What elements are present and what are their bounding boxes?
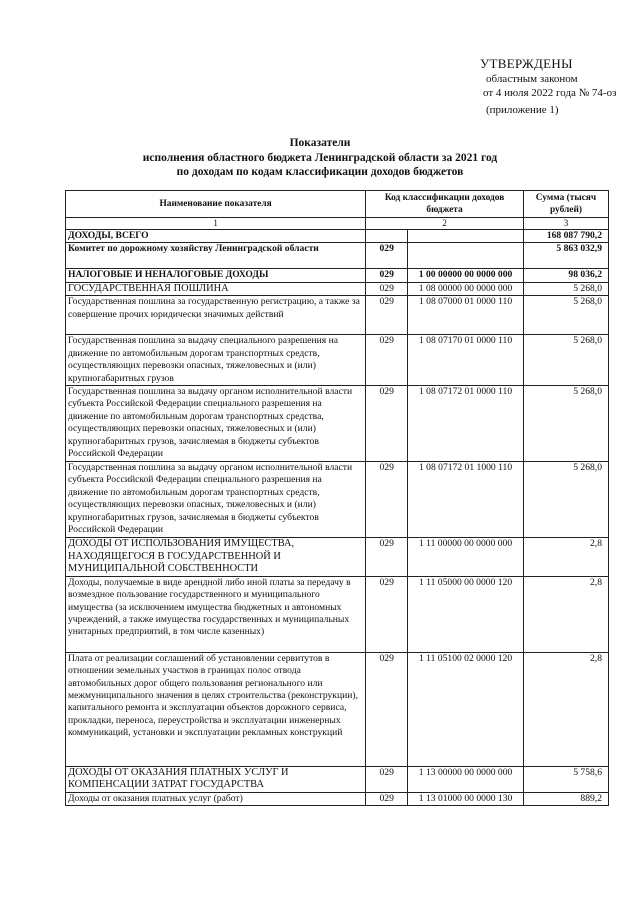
table-row	[66, 576, 609, 652]
row-admin-code: 029	[366, 462, 408, 538]
approval-law-type: областным законом	[486, 73, 578, 85]
index-col-2: 2	[366, 218, 524, 230]
table-row	[66, 296, 609, 335]
table-row	[66, 335, 609, 386]
row-admin-code: 029	[366, 576, 408, 652]
row-name: ДОХОДЫ ОТ ИСПОЛЬЗОВАНИЯ ИМУЩЕСТВА, НАХОДЯЩЕГОСЯ В ГОСУДАРСТВЕННОЙ И МУНИЦИПАЛЬНОЙ СОБСТВЕННОСТИ	[66, 538, 366, 577]
revenue-table	[65, 190, 609, 806]
row-sum: 5 863 032,9	[523, 243, 608, 269]
row-sum: 5 268,0	[523, 335, 608, 386]
table-row	[66, 230, 609, 243]
table-row	[66, 386, 609, 462]
heading-subtitle-2: по доходам по кодам классификации доходов бюджетов	[176, 166, 464, 178]
row-class-code: 1 08 07172 01 0000 110	[408, 386, 524, 462]
row-sum: 168 087 790,2	[523, 230, 608, 243]
row-admin-code: 029	[366, 243, 408, 269]
header-sum: Сумма (тысяч рублей)	[523, 191, 608, 218]
row-sum: 5 268,0	[523, 296, 608, 335]
row-admin-code: 029	[366, 269, 408, 282]
row-sum: 5 268,0	[523, 386, 608, 462]
index-col-1: 1	[66, 218, 366, 230]
row-name: ДОХОДЫ ОТ ОКАЗАНИЯ ПЛАТНЫХ УСЛУГ И КОМПЕНСАЦИИ ЗАТРАТ ГОСУДАРСТВА	[66, 766, 366, 792]
row-name: Государственная пошлина за выдачу органом исполнительной власти субъекта Российской Федерации специального разрешения на движение по автомобильным дорогам транспортных средства, осуществляющих перевозки опасных, тяжеловесных и (или) крупногабаритных грузов, зачисляемая в бюджеты субъектов Российской Федерации	[66, 386, 366, 462]
table-row	[66, 282, 609, 296]
row-admin-code: 029	[366, 282, 408, 296]
table-row	[66, 538, 609, 577]
approval-stamp	[480, 56, 630, 116]
row-class-code: 1 11 05100 02 0000 120	[408, 652, 524, 766]
row-class-code: 1 08 07172 01 1000 110	[408, 462, 524, 538]
row-class-code: 1 11 00000 00 0000 000	[408, 538, 524, 577]
row-sum: 5 268,0	[523, 462, 608, 538]
row-sum: 5 758,6	[523, 766, 608, 792]
row-admin-code: 029	[366, 793, 408, 806]
row-class-code: 1 13 00000 00 0000 000	[408, 766, 524, 792]
row-sum: 2,8	[523, 538, 608, 577]
table-row	[66, 462, 609, 538]
row-admin-code: 029	[366, 538, 408, 577]
row-admin-code: 029	[366, 652, 408, 766]
row-admin-code: 029	[366, 386, 408, 462]
table-row	[66, 652, 609, 766]
row-class-code: 1 08 07000 01 0000 110	[408, 296, 524, 335]
row-class-code: 1 13 01000 00 0000 130	[408, 793, 524, 806]
table-row	[66, 766, 609, 792]
row-name: Доходы от оказания платных услуг (работ)	[66, 793, 366, 806]
heading-subtitle: исполнения областного бюджета Ленинградской области за 2021 год	[142, 151, 498, 164]
row-class-code: 1 11 05000 00 0000 120	[408, 576, 524, 652]
table-row	[66, 793, 609, 806]
row-name: Доходы, получаемые в виде арендной либо иной платы за передачу в возмездное пользование государственного и муниципального имущества (за исключением имущества бюджетных и автономных учреждений, а также имущества государственных и муниципальных унитарных предприятий, в том числе казенных)	[66, 576, 366, 652]
index-col-3: 3	[523, 218, 608, 230]
row-name: Плата от реализации соглашений об установлении сервитутов в отношении земельных участков в границах полос отвода автомобильных дорог общего пользования регионального или межмуниципального значения в целях строительства (реконструкции), капитального ремонта и эксплуатации объектов дорожного сервиса, прокладки, переноса, переустройства и эксплуатации инженерных коммуникаций, установки и эксплуатации рекламных конструкций	[66, 652, 366, 766]
row-name: ДОХОДЫ, ВСЕГО	[66, 230, 366, 243]
row-class-code: 1 08 00000 00 0000 000	[408, 282, 524, 296]
row-class-code: 1 08 07170 01 0000 110	[408, 335, 524, 386]
row-name: Государственная пошлина за государственную регистрацию, а также за совершение прочих юридически значимых действий	[66, 296, 366, 335]
row-name: Государственная пошлина за выдачу органом исполнительной власти субъекта Российской Федерации специального разрешения на движение по автомобильным дорогам транспортных средств, осуществляющих перевозки опасных, тяжеловесных и (или) крупногабаритных грузов, зачисляемая в бюджеты субъектов Российской Федерации	[66, 462, 366, 538]
row-admin-code: 029	[366, 766, 408, 792]
heading-title: Показатели	[289, 137, 351, 149]
approval-law-date: от 4 июля 2022 года № 74-оз	[483, 87, 617, 99]
row-class-code	[408, 243, 524, 269]
table-index-row	[66, 218, 609, 230]
table-header-row	[66, 191, 609, 218]
row-admin-code: 029	[366, 335, 408, 386]
row-name: ГОСУДАРСТВЕННАЯ ПОШЛИНА	[66, 282, 366, 296]
table-row	[66, 243, 609, 269]
row-sum: 2,8	[523, 576, 608, 652]
row-class-code	[408, 230, 524, 243]
header-code: Код классификации доходов бюджета	[366, 191, 524, 218]
row-name: Комитет по дорожному хозяйству Ленинградской области	[66, 243, 366, 269]
approval-title: УТВЕРЖДЕНЫ	[480, 56, 573, 71]
approval-appendix: (приложение 1)	[486, 104, 559, 116]
row-name: Государственная пошлина за выдачу специального разрешения на движение по автомобильным дорогам транспортных средств, осуществляющих перевозки опасных, тяжеловесных и (или) крупногабаритных грузов	[66, 335, 366, 386]
header-name: Наименование показателя	[66, 191, 366, 218]
document-heading	[0, 136, 640, 180]
row-sum: 5 268,0	[523, 282, 608, 296]
row-sum: 98 036,2	[523, 269, 608, 282]
row-sum: 2,8	[523, 652, 608, 766]
row-sum: 889,2	[523, 793, 608, 806]
row-admin-code: 029	[366, 296, 408, 335]
table-row	[66, 269, 609, 282]
row-name: НАЛОГОВЫЕ И НЕНАЛОГОВЫЕ ДОХОДЫ	[66, 269, 366, 282]
row-class-code: 1 00 00000 00 0000 000	[408, 269, 524, 282]
row-admin-code	[366, 230, 408, 243]
